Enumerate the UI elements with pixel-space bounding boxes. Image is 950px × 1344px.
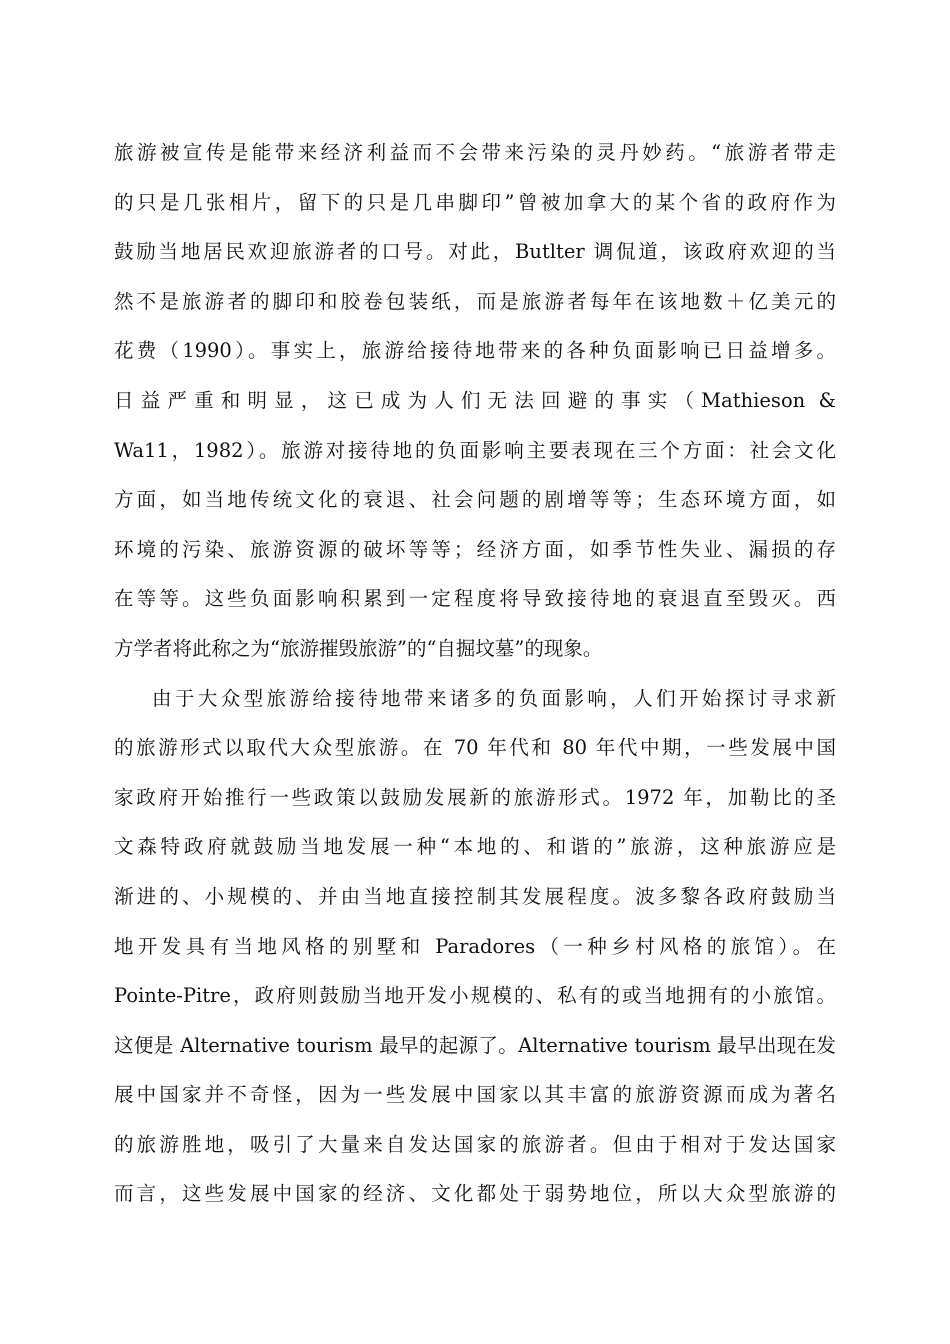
text-line: 方学者将此称之为“旅游摧毁旅游”的“自掘坟墓”的现象。	[114, 636, 603, 660]
text-line: 而言，这些发展中国家的经济、文化都处于弱势地位，所以大众型旅游的	[114, 1182, 836, 1206]
text-line: 家政府开始推行一些政策以鼓励发展新的旅游形式。1972 年，加勒比的圣	[114, 785, 836, 809]
text-line: 鼓励当地居民欢迎旅游者的口号。对此，Butlter 调侃道，该政府欢迎的当	[114, 240, 836, 264]
text-line: 地开发具有当地风格的别墅和 Paradores（一种乡村风格的旅馆）。在	[114, 934, 836, 958]
text-line: 这便是 Alternative tourism 最早的起源了。Alternative tourism 最早出现在发	[114, 1033, 836, 1057]
text-line: 日益严重和明显，这已成为人们无法回避的事实（Mathieson &	[114, 388, 836, 412]
document-page	[114, 128, 836, 1219]
text-line: 环境的污染、旅游资源的破坏等等；经济方面，如季节性失业、漏损的存	[114, 537, 836, 561]
text-line: 方面，如当地传统文化的衰退、社会问题的剧增等等；生态环境方面，如	[114, 488, 836, 512]
text-line: 文森特政府就鼓励当地发展一种“本地的、和谐的”旅游，这种旅游应是	[114, 835, 836, 859]
text-line: 由于大众型旅游给接待地带来诸多的负面影响，人们开始探讨寻求新	[152, 686, 836, 710]
text-line: 的旅游胜地，吸引了大量来自发达国家的旅游者。但由于相对于发达国家	[114, 1132, 836, 1156]
paragraph-1	[114, 128, 836, 674]
text-line: 的只是几张相片，留下的只是几串脚印”曾被加拿大的某个省的政府作为	[114, 190, 836, 214]
text-line: 旅游被宣传是能带来经济利益而不会带来污染的灵丹妙药。“旅游者带走	[114, 141, 836, 164]
text-line: Wa11，1982）。旅游对接待地的负面影响主要表现在三个方面：社会文化	[114, 438, 836, 462]
text-line: 的旅游形式以取代大众型旅游。在 70 年代和 80 年代中期，一些发展中国	[114, 736, 836, 760]
text-line: 花费（1990）。事实上，旅游给接待地带来的各种负面影响已日益增多。	[114, 339, 836, 363]
text-line: Pointe-Pitre，政府则鼓励当地开发小规模的、私有的或当地拥有的小旅馆。	[114, 984, 836, 1008]
text-line: 渐进的、小规模的、并由当地直接控制其发展程度。波多黎各政府鼓励当	[114, 884, 836, 908]
text-line: 然不是旅游者的脚印和胶卷包装纸，而是旅游者每年在该地数＋亿美元的	[114, 289, 836, 313]
paragraph-2	[114, 674, 836, 1220]
text-line: 在等等。这些负面影响积累到一定程度将导致接待地的衰退直至毁灭。西	[114, 587, 836, 611]
text-line: 展中国家并不奇怪，因为一些发展中国家以其丰富的旅游资源而成为著名	[114, 1083, 836, 1107]
